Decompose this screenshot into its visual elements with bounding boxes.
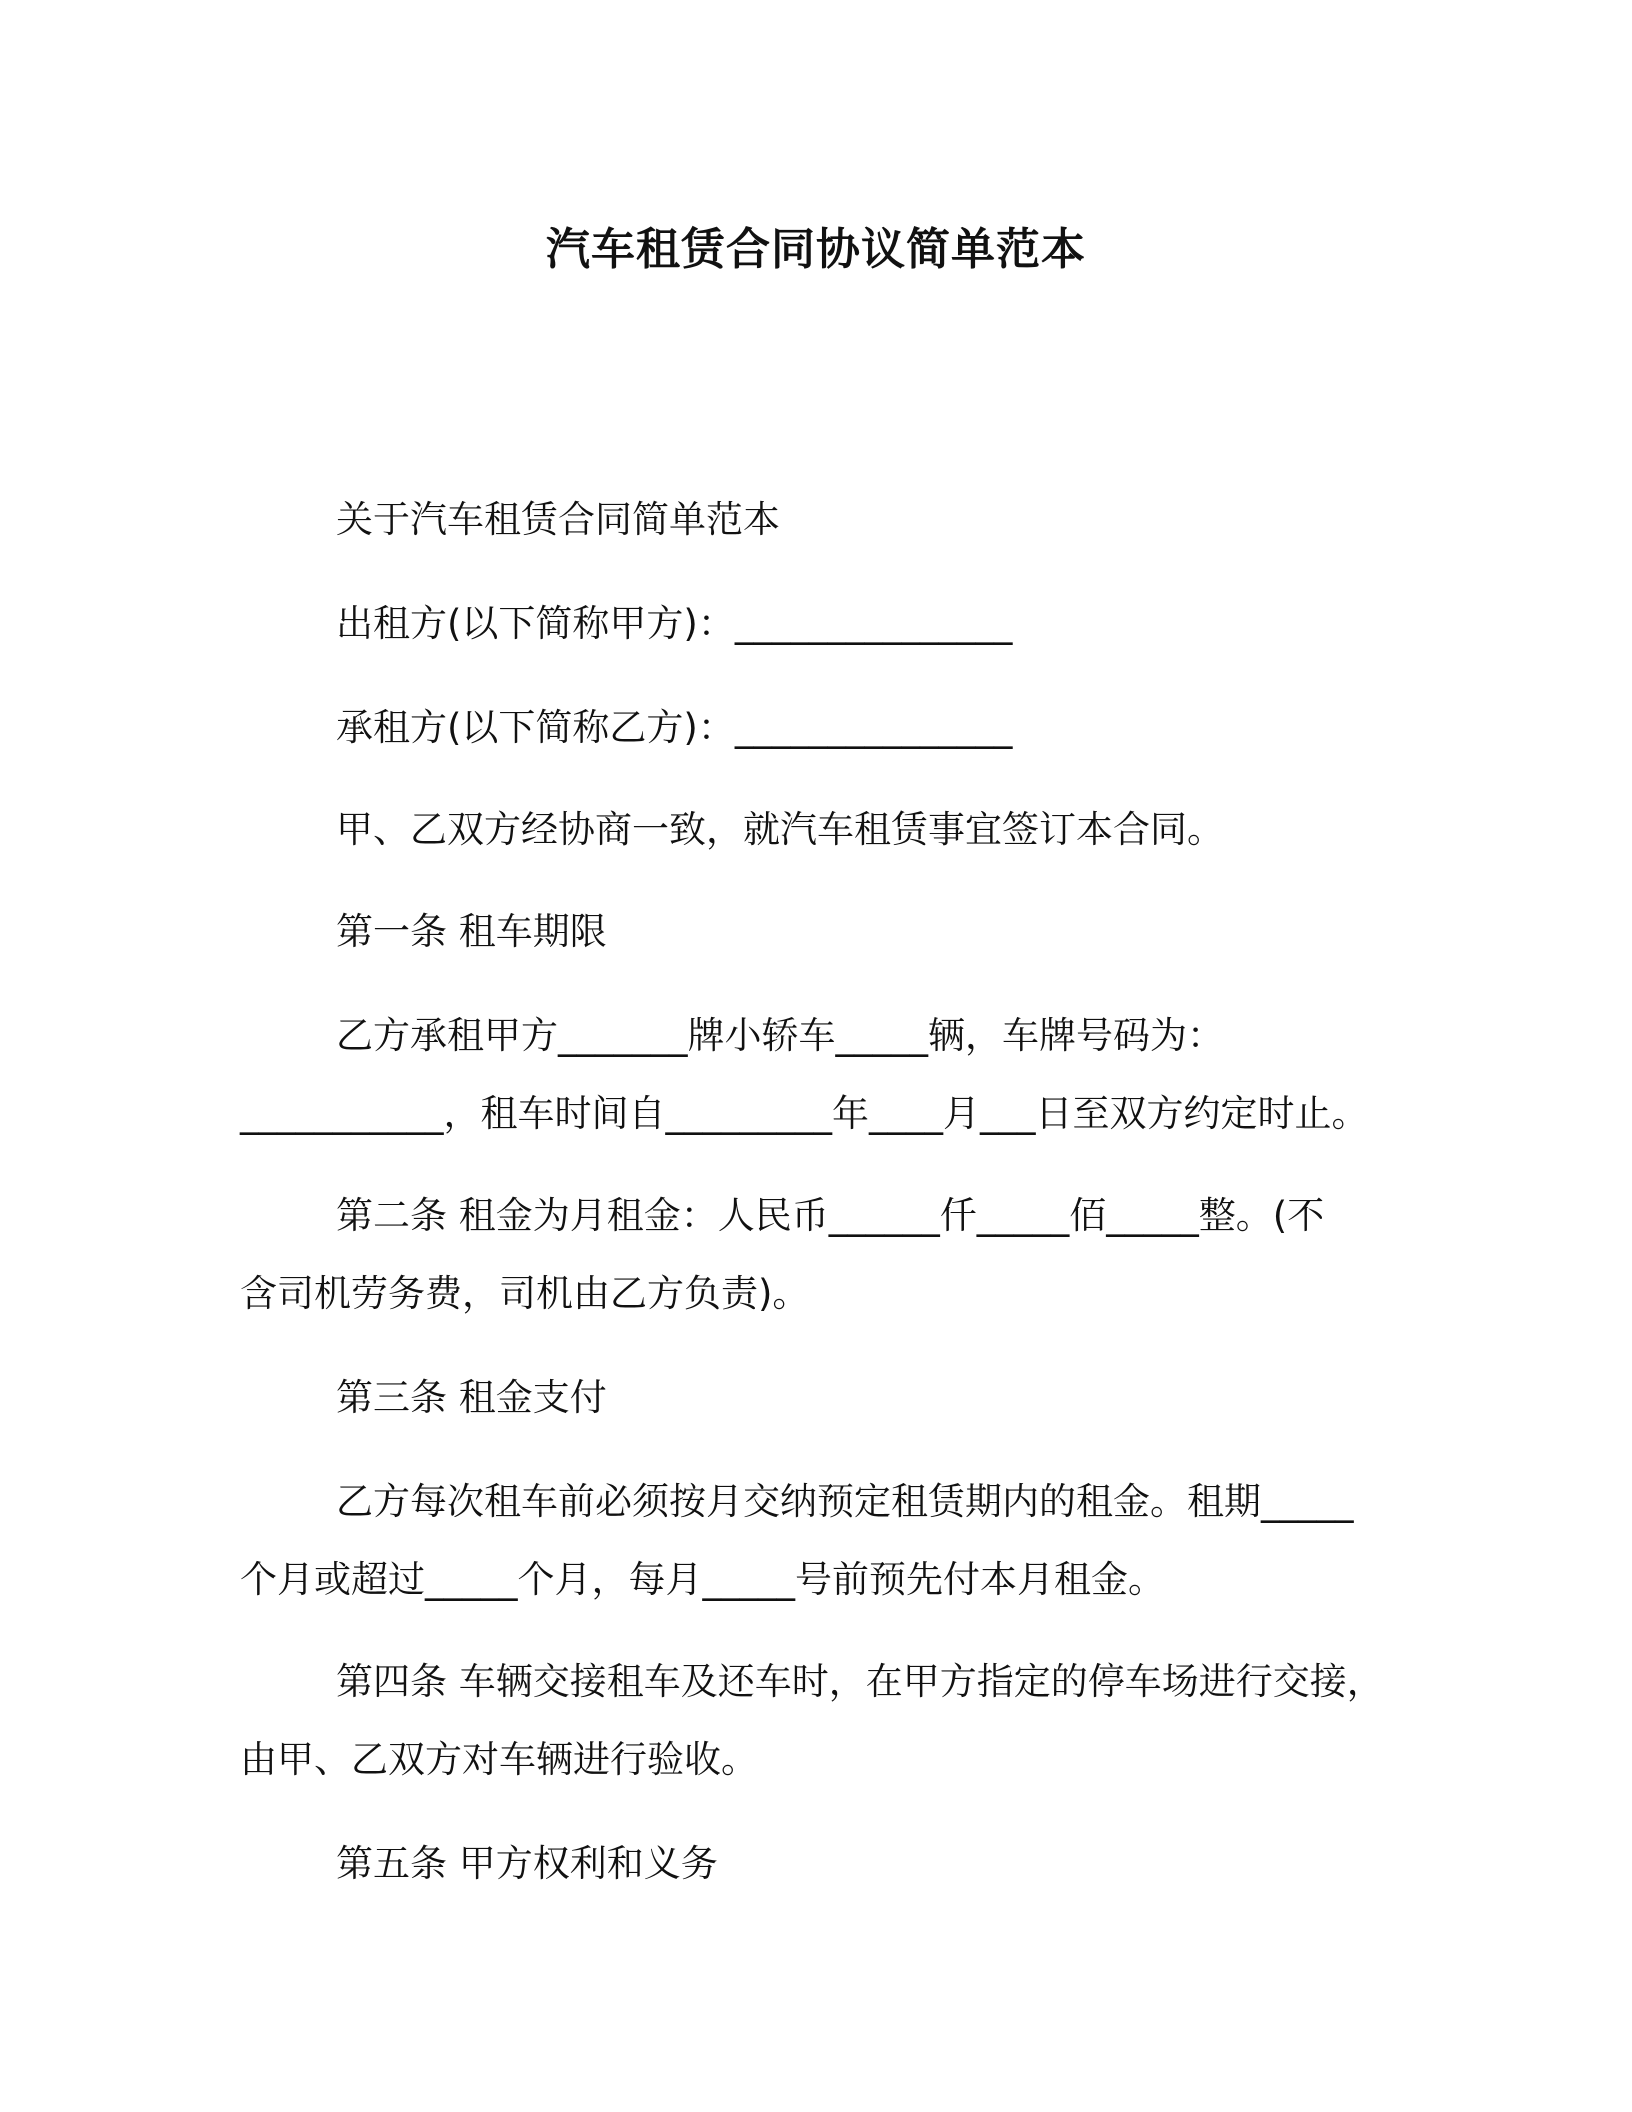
article-4-line-2: 由甲、乙双方对车辆进行验收。 xyxy=(240,1738,758,1781)
article-5-heading: 第五条 甲方权利和义务 xyxy=(336,1842,718,1885)
intro-line: 关于汽车租赁合同简单范本 xyxy=(336,498,780,541)
article-3-text-line-1: 乙方每次租车前必须按月交纳预定租赁期内的租金。租期_____ xyxy=(336,1480,1354,1523)
article-2-line-2: 含司机劳务费，司机由乙方负责)。 xyxy=(240,1272,810,1315)
lessee-line: 承租方(以下简称乙方)：_______________ xyxy=(336,706,1013,749)
article-3-heading: 第三条 租金支付 xyxy=(336,1376,607,1419)
lessor-line: 出租方(以下简称甲方)：_______________ xyxy=(336,602,1013,645)
article-1-text-line-2: ___________，租车时间自_________年____月___日至双方约定时止。 xyxy=(240,1092,1369,1135)
article-3-text-line-2: 个月或超过_____个月，每月_____号前预先付本月租金。 xyxy=(240,1558,1165,1601)
article-4-line-1: 第四条 车辆交接租车及还车时，在甲方指定的停车场进行交接， xyxy=(336,1660,1384,1703)
article-2-line-1: 第二条 租金为月租金：人民币______仟_____佰_____整。(不 xyxy=(336,1194,1325,1237)
article-1-text-line-1: 乙方承租甲方_______牌小轿车_____辆，车牌号码为： xyxy=(336,1014,1224,1057)
article-1-heading: 第一条 租车期限 xyxy=(336,910,607,953)
document-title: 汽车租赁合同协议简单范本 xyxy=(546,224,1086,275)
agreement-line: 甲、乙双方经协商一致，就汽车租赁事宜签订本合同。 xyxy=(336,808,1224,851)
